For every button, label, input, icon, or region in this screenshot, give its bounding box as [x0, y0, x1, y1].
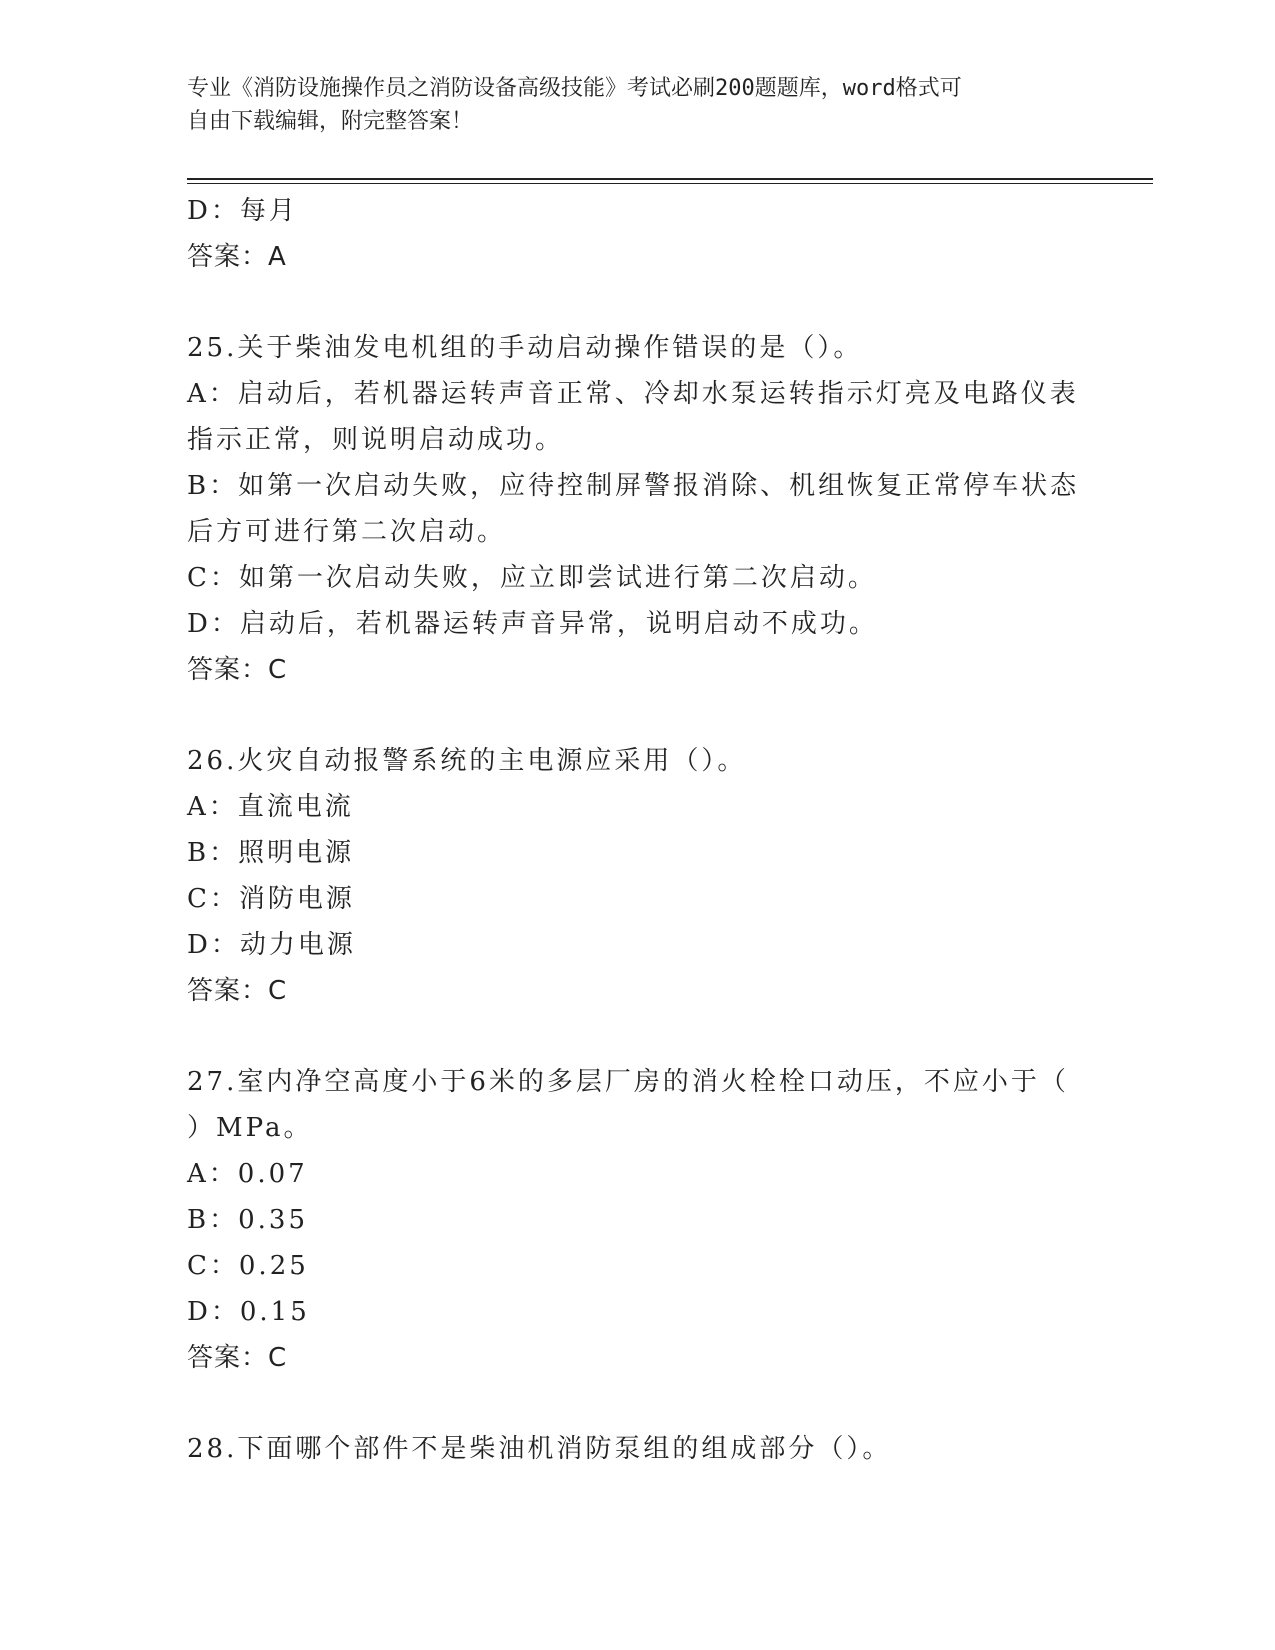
option-a: A：启动后，若机器运转声音正常、冷却水泵运转指示灯亮及电路仪表 — [187, 379, 1079, 409]
header-line-1: 专业《消防设施操作员之消防设备高级技能》考试必刷200题题库，word格式可 — [187, 76, 962, 101]
option-a: A：0.07 — [187, 1159, 308, 1189]
prev-option-d: D：每月 — [187, 196, 298, 226]
question-stem: 28.下面哪个部件不是柴油机消防泵组的组成部分（）。 — [187, 1434, 892, 1464]
question-stem: 26.火灾自动报警系统的主电源应采用（）。 — [187, 746, 747, 776]
answer: 答案：C — [187, 1343, 288, 1373]
question-26 — [187, 738, 1087, 1014]
answer: 答案：C — [187, 655, 288, 685]
option-b: B：0.35 — [187, 1205, 308, 1235]
question-27 — [187, 1059, 1087, 1381]
option-a-cont: 指示正常，则说明启动成功。 — [187, 425, 565, 455]
header-rule-thick — [187, 178, 1153, 180]
option-b-cont: 后方可进行第二次启动。 — [187, 517, 507, 547]
question-stem: 27.室内净空高度小于6米的多层厂房的消火栓栓口动压，不应小于（ — [187, 1067, 1069, 1097]
header-line-2: 自由下载编辑，附完整答案！ — [187, 109, 474, 134]
option-c: C：0.25 — [187, 1251, 309, 1281]
option-d: D：启动后，若机器运转声音异常，说明启动不成功。 — [187, 609, 878, 639]
option-d: D：0.15 — [187, 1297, 310, 1327]
option-d: D：动力电源 — [187, 930, 356, 960]
prev-answer: 答案：A — [187, 242, 287, 272]
option-c: C：如第一次启动失败，应立即尝试进行第二次启动。 — [187, 563, 877, 593]
option-c: C：消防电源 — [187, 884, 355, 914]
option-a: A：直流电流 — [187, 792, 354, 822]
question-25 — [187, 325, 1087, 693]
answer: 答案：C — [187, 976, 288, 1006]
option-b: B：如第一次启动失败，应待控制屏警报消除、机组恢复正常停车状态 — [187, 471, 1080, 501]
option-b: B：照明电源 — [187, 838, 355, 868]
question-stem-cont: ）MPa。 — [187, 1113, 313, 1143]
header-rule-thin — [187, 183, 1153, 184]
page-header — [187, 72, 1067, 138]
question-28 — [187, 1426, 1087, 1472]
question-stem: 25.关于柴油发电机组的手动启动操作错误的是（）。 — [187, 333, 863, 363]
question-list — [187, 188, 1087, 1472]
